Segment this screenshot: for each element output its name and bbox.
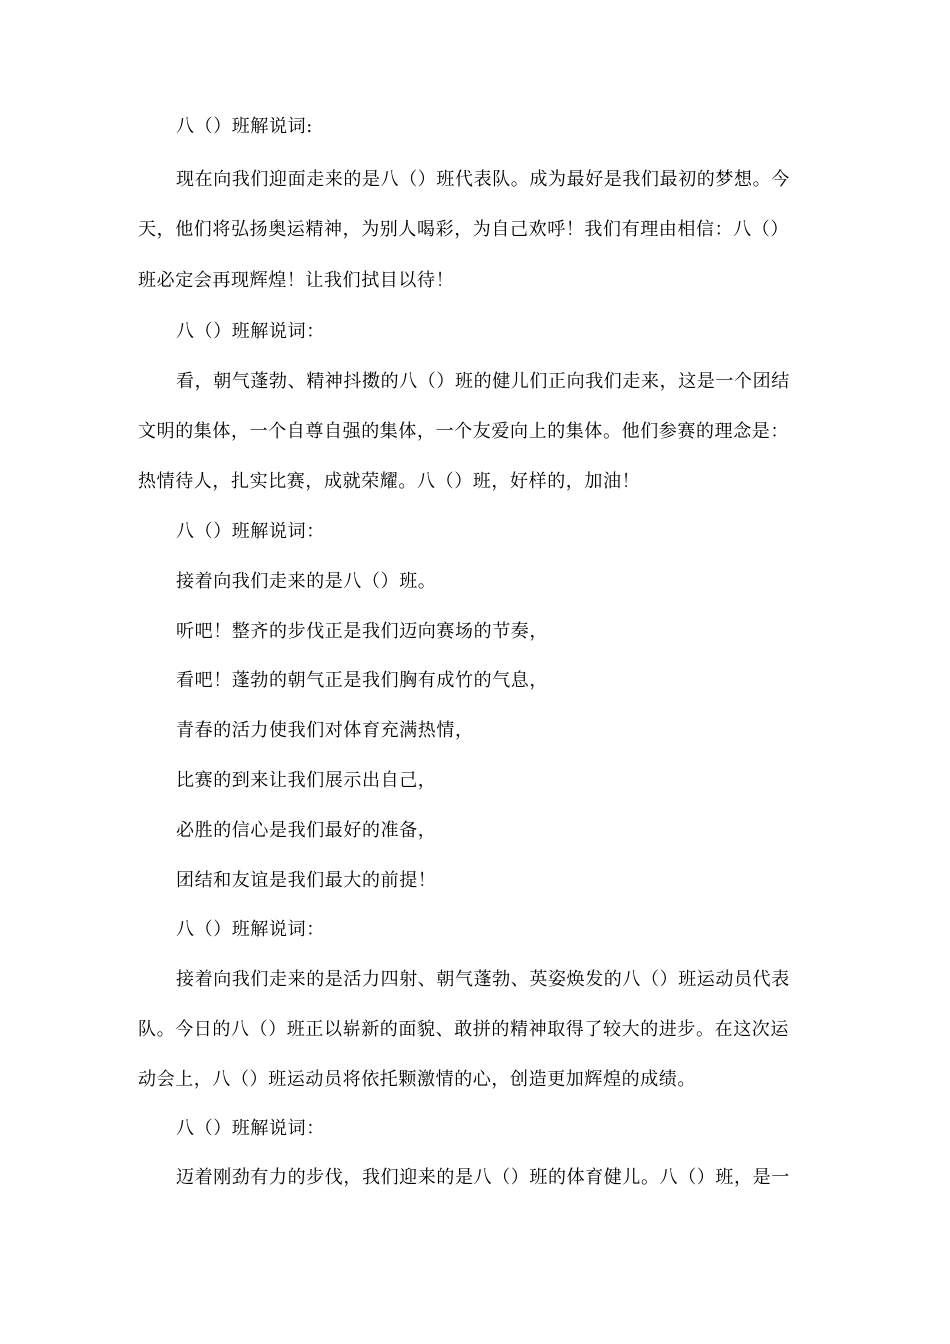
section-heading: 八（）班解说词：: [176, 521, 325, 542]
section-heading: 八（）班解说词:: [176, 116, 313, 137]
poem-line: 比赛的到来让我们展示出自己，: [176, 770, 437, 791]
paragraph-line: 看，朝气蓬勃、精神抖擞的八（）班的健儿们正向我们走来，这是一个团结: [176, 371, 790, 392]
paragraph-line: 热情待人，扎实比赛，成就荣耀。八（）班，好样的，加油！: [138, 471, 641, 492]
section-heading: 八（）班解说词：: [176, 321, 325, 342]
paragraph-line: 文明的集体，一个自尊自强的集体，一个友爱向上的集体。他们参赛的理念是：: [138, 421, 789, 442]
paragraph-line: 动会上，八（）班运动员将依托颗激情的心，创造更加辉煌的成绩。: [138, 1069, 696, 1090]
poem-line: 接着向我们走来的是八（）班。: [176, 571, 437, 592]
paragraph-line: 迈着刚劲有力的步伐，我们迎来的是八（）班的体育健儿。八（）班，是一: [176, 1167, 790, 1188]
section-heading: 八（）班解说词：: [176, 1118, 325, 1139]
section-heading: 八（）班解说词：: [176, 919, 325, 940]
poem-line: 必胜的信心是我们最好的准备，: [176, 820, 437, 841]
poem-line: 青春的活力使我们对体育充满热情，: [176, 720, 474, 741]
paragraph-line: 班必定会再现辉煌！让我们拭目以待！: [138, 270, 455, 291]
paragraph-line: 接着向我们走来的是活力四射、朝气蓬勃、英姿焕发的八（）班运动员代表: [176, 969, 790, 990]
paragraph-line: 天，他们将弘扬奥运精神，为别人喝彩，为自己欢呼！我们有理由相信：八（）: [138, 219, 789, 240]
poem-line: 团结和友谊是我们最大的前提！: [176, 870, 437, 891]
paragraph-line: 现在向我们迎面走来的是八（）班代表队。成为最好是我们最初的梦想。今: [176, 169, 790, 190]
paragraph-line: 队。今日的八（）班正以崭新的面貌、敢拼的精神取得了较大的进步。在这次运: [138, 1019, 789, 1040]
poem-line: 看吧！蓬勃的朝气正是我们胸有成竹的气息，: [176, 670, 548, 691]
poem-line: 听吧！整齐的步伐正是我们迈向赛场的节奏，: [176, 621, 548, 642]
